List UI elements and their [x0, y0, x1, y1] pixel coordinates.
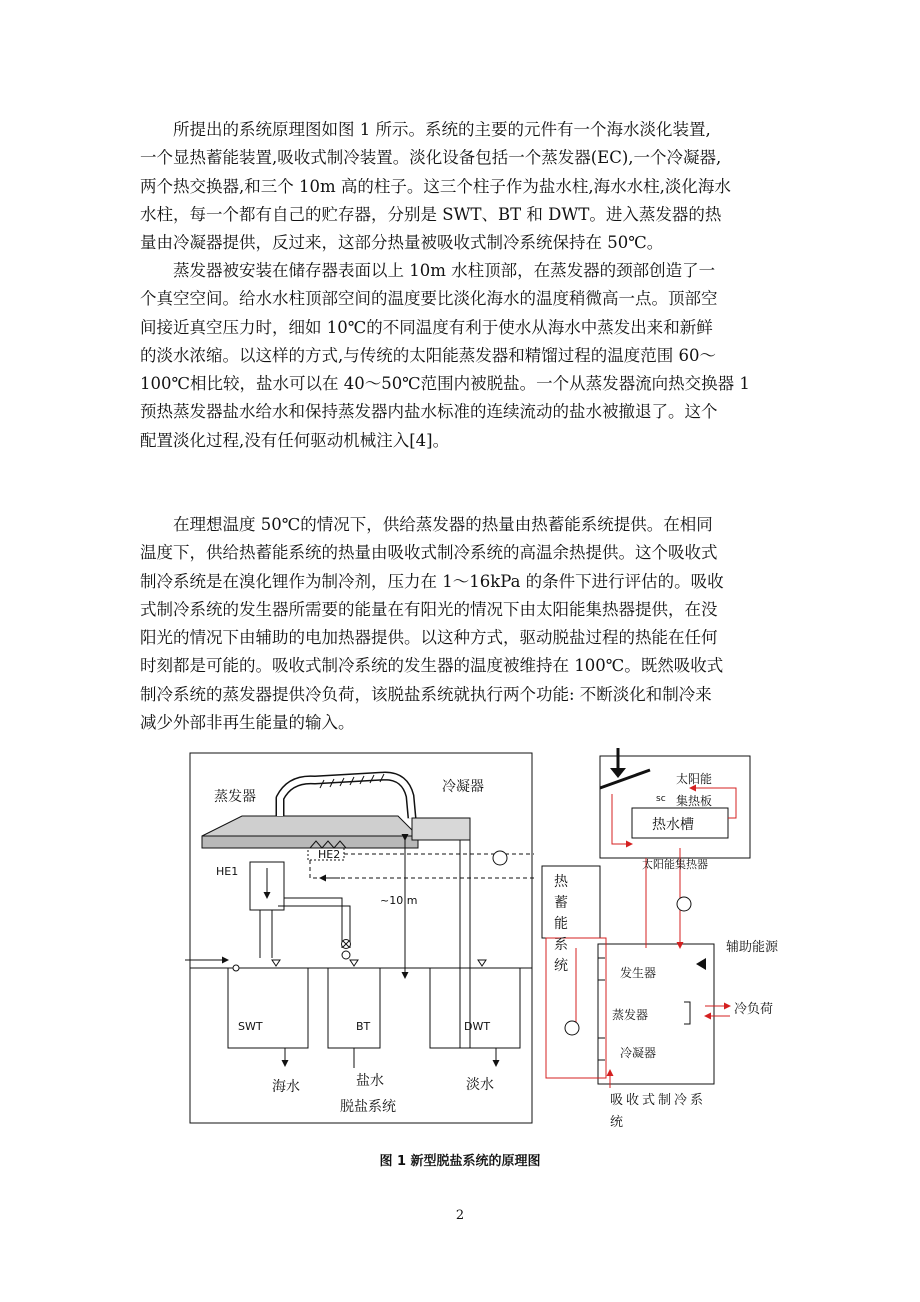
pump-icon	[677, 897, 691, 911]
dwt-label: DWT	[464, 1020, 491, 1033]
swt-label: SWT	[238, 1020, 263, 1033]
hot-tank-label: 热水槽	[652, 817, 694, 833]
text-line: 预热蒸发器盐水给水和保持蒸发器内盐水标准的连续流动的盐水被撤退了。这个	[140, 402, 718, 422]
text-line: 蒸发器被安装在储存器表面以上 10m 水柱顶部，在蒸发器的颈部创造了一	[140, 261, 716, 280]
text-line: 配置淡化过程,没有任何驱动机械注入[4]。	[140, 430, 450, 450]
text-line: 一个显热蓄能装置,吸收式制冷装置。淡化设备包括一个蒸发器(EC),一个冷凝器,	[140, 148, 722, 168]
cold-load-label: 冷负荷	[734, 1002, 774, 1017]
text-line: 减少外部非再生能量的输入。	[140, 713, 355, 733]
solar-panel-label: 太阳能集热板	[676, 772, 713, 808]
text-line: 所提出的系统原理图如图 1 所示。系统的主要的元件有一个海水淡化装置,	[140, 120, 711, 139]
text-line: 的淡水浓缩。以这样的方式,与传统的太阳能蒸发器和精馏过程的温度范围 60～	[140, 345, 716, 365]
he1-label: HE1	[216, 865, 239, 878]
evaporator-label: 蒸发器	[214, 789, 256, 805]
he2-label: HE2	[318, 848, 341, 861]
text-line: 阳光的情况下由辅助的电加热器提供。以这种方式，驱动脱盐过程的热能在任何	[140, 628, 718, 648]
text-line: 温度下，供给热蓄能系统的热量由吸收式制冷系统的高温余热提供。这个吸收式	[140, 543, 718, 563]
height-label: ~10 m	[380, 894, 418, 907]
desal-frame	[190, 753, 532, 1123]
text-line: 100℃相比较，盐水可以在 40～50℃范围内被脱盐。一个从蒸发器流向热交换器 1	[140, 374, 750, 394]
condenser-tube	[280, 774, 412, 818]
bt-label: BT	[356, 1020, 371, 1033]
text-line: 间接近真空压力时，细如 10℃的不同温度有利于使水从海水中蒸发出来和新鲜	[140, 317, 713, 337]
aux-arrow	[696, 958, 706, 970]
text-line: 两个热交换器,和三个 10m 高的柱子。这三个柱子作为盐水柱,海水水柱,淡化海水	[140, 176, 731, 196]
pump-icon	[565, 1021, 579, 1035]
aux-energy-label: 辅助能源	[726, 940, 779, 955]
pump-icon	[493, 851, 507, 865]
text-line: 制冷系统是在溴化锂作为制冷剂，压力在 1～16kPa 的条件下进行评估的。吸收	[140, 571, 724, 591]
text-line: 式制冷系统的发生器所需要的能量在有阳光的情况下由太阳能集热器提供，在没	[140, 599, 718, 619]
text-line: 量由冷凝器提供，反过来，这部分热量被吸收式制冷系统保持在 50℃。	[140, 233, 664, 253]
tanks	[228, 968, 520, 1048]
solar-collector-label: 太阳能集热器	[642, 858, 708, 871]
condenser-label: 冷凝器	[442, 779, 484, 795]
page-number: 2	[455, 1208, 465, 1223]
text-line: 在理想温度 50℃的情况下，供给蒸发器的热量由热蓄能系统提供。在相同	[140, 515, 713, 534]
freshwater-label: 淡水	[466, 1077, 494, 1093]
seawater-label: 海水	[272, 1079, 300, 1095]
text-line: 水柱，每一个都有自己的贮存器，分别是 SWT、BT 和 DWT。进入蒸发器的热	[140, 204, 722, 224]
abs-system-label: 吸收式制冷系统	[610, 1093, 707, 1130]
evaporator-unit	[202, 816, 418, 848]
schematic-figure	[180, 748, 800, 1138]
paragraph-2	[140, 257, 785, 455]
paragraph-1	[140, 116, 785, 257]
sc-mark: sc	[656, 794, 666, 804]
thermal-storage-label: 热蓄能系统	[554, 874, 574, 974]
columns	[260, 840, 470, 1048]
text-line: 时刻都是可能的。吸收式制冷系统的发生器的温度被维持在 100℃。既然吸收式	[140, 656, 724, 676]
text-line: 个真空空间。给水水柱顶部空间的温度要比淡化海水的温度稍微高一点。顶部空	[140, 289, 718, 309]
generator-label: 发生器	[620, 966, 657, 980]
paragraph-3	[140, 511, 785, 737]
text-line: 制冷系统的蒸发器提供冷负荷，该脱盐系统就执行两个功能: 不断淡化和制冷来	[140, 684, 712, 704]
abs-condenser-label: 冷凝器	[620, 1046, 657, 1060]
abs-evaporator-label: 蒸发器	[612, 1008, 649, 1022]
brine-label: 盐水	[356, 1073, 384, 1089]
condenser-box	[412, 818, 470, 840]
figure-caption: 图 1 新型脱盐系统的原理图	[379, 1154, 541, 1169]
desal-system-label: 脱盐系统	[340, 1099, 396, 1115]
